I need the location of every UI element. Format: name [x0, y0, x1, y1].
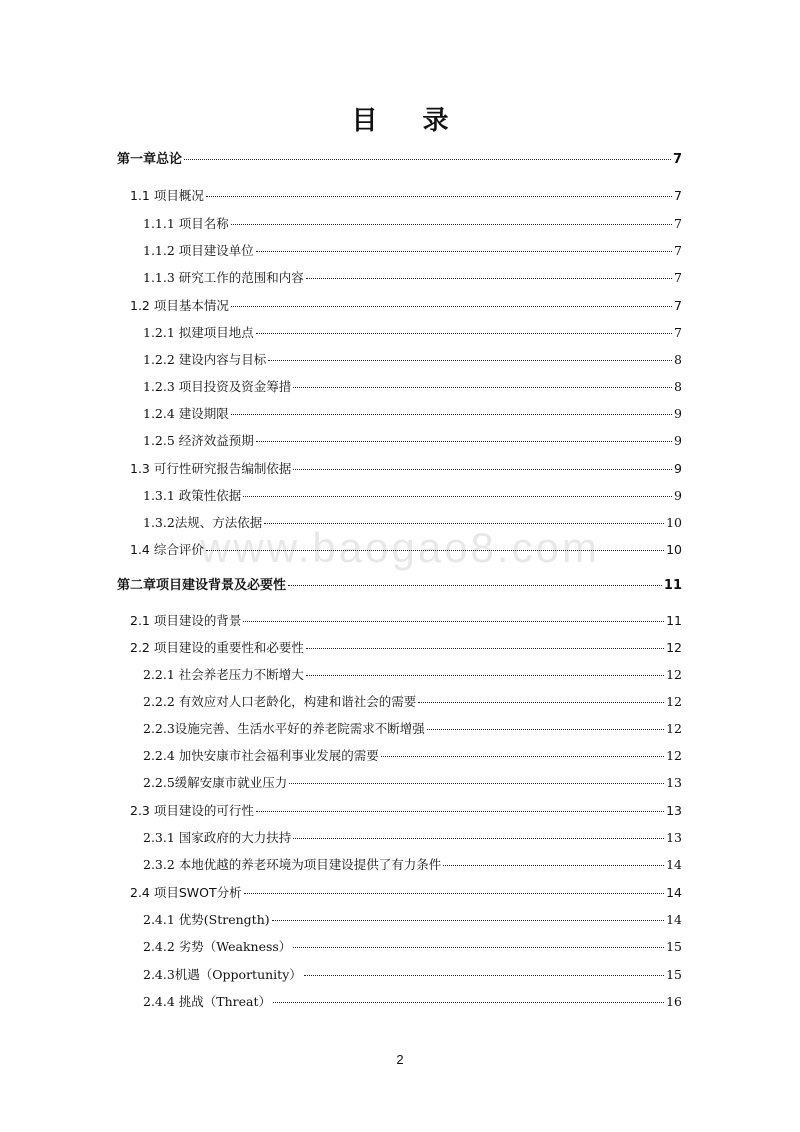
toc-subsection-entry[interactable] [143, 513, 682, 533]
toc-section-entry[interactable] [130, 540, 682, 560]
toc-entry-page: 9 [674, 406, 682, 421]
toc-entry-title: 2.4.1 优势(Strength) [143, 912, 270, 927]
toc-entry-page: 10 [666, 542, 682, 557]
toc-entry-title: 1.1.3 研究工作的范围和内容 [143, 270, 304, 285]
toc-entry-title: 2.4 项目SWOT分析 [130, 885, 242, 900]
toc-entry-page: 7 [674, 188, 682, 203]
toc-entry-title: 1.2.1 拟建项目地点 [143, 325, 254, 340]
toc-section-entry[interactable] [130, 186, 682, 206]
dot-leader [304, 975, 664, 976]
toc-entry-page: 12 [666, 667, 682, 682]
toc-entry-title: 1.3.2法规、方法依据 [143, 515, 263, 530]
dot-leader [289, 783, 664, 784]
dot-leader [268, 360, 672, 361]
dot-leader [184, 159, 671, 160]
toc-section-entry[interactable] [130, 296, 682, 316]
dot-leader [244, 893, 664, 894]
toc-entry-title: 2.3 项目建设的可行性 [130, 803, 254, 818]
dot-leader [231, 414, 672, 415]
dot-leader [306, 648, 664, 649]
dot-leader [206, 550, 664, 551]
toc-subsection-entry[interactable] [143, 746, 682, 766]
toc-chapter-entry[interactable] [117, 576, 682, 596]
toc-title: 目 录 [351, 106, 467, 136]
toc-entry-title: 2.3.1 国家政府的大力扶持 [143, 830, 292, 845]
toc-entry-page: 12 [666, 640, 682, 655]
toc-entry-title: 2.4.4 挑战（Threat） [143, 994, 272, 1009]
toc-entry-title: 2.2.2 有效应对人口老龄化，构建和谐社会的需要 [143, 694, 417, 709]
toc-entry-page: 9 [674, 461, 682, 476]
toc-subsection-entry[interactable] [143, 431, 682, 451]
watermark: www.baogao8.com [200, 524, 600, 571]
toc-subsection-entry[interactable] [143, 268, 682, 288]
dot-leader [306, 675, 664, 676]
toc-entry-page: 8 [674, 379, 682, 394]
toc-section-entry[interactable] [130, 459, 682, 479]
toc-entry-page: 16 [666, 994, 682, 1009]
dot-leader [273, 1002, 664, 1003]
toc-subsection-entry[interactable] [143, 214, 682, 234]
toc-entry-page: 9 [674, 488, 682, 503]
toc-entry-title: 2.4.3机遇（Opportunity） [143, 967, 302, 982]
dot-leader [256, 811, 664, 812]
toc-entry-page: 15 [666, 967, 682, 982]
toc-entry-page: 12 [666, 694, 682, 709]
dot-leader [443, 865, 664, 866]
toc-subsection-entry[interactable] [143, 937, 682, 957]
dot-leader [264, 523, 664, 524]
toc-entry-title: 1.1 项目概况 [130, 188, 204, 203]
toc-entry-title: 1.2.2 建设内容与目标 [143, 352, 267, 367]
dot-leader [293, 469, 672, 470]
toc-subsection-entry[interactable] [143, 404, 682, 424]
toc-entry-title: 2.3.2 本地优越的养老环境为项目建设提供了有力条件 [143, 857, 442, 872]
toc-subsection-entry[interactable] [143, 965, 682, 985]
toc-entry-page: 7 [674, 243, 682, 258]
dot-leader [256, 441, 672, 442]
toc-entry-page: 14 [666, 857, 682, 872]
toc-entry-page: 11 [663, 578, 682, 593]
dot-leader [293, 947, 664, 948]
toc-entry-title: 1.2 项目基本情况 [130, 298, 229, 313]
toc-entry-title: 2.2.4 加快安康市社会福利事业发展的需要 [143, 748, 379, 763]
dot-leader [418, 702, 664, 703]
toc-entry-page: 15 [666, 939, 682, 954]
dot-leader [306, 278, 672, 279]
toc-entry-title: 1.2.3 项目投资及资金筹措 [143, 379, 292, 394]
toc-entry-page: 7 [674, 270, 682, 285]
toc-entry-page: 11 [666, 613, 682, 628]
toc-subsection-entry[interactable] [143, 241, 682, 261]
toc-subsection-entry[interactable] [143, 828, 682, 848]
toc-entry-page: 13 [666, 830, 682, 845]
toc-entry-title: 2.2.3设施完善、生活水平好的养老院需求不断增强 [143, 721, 425, 736]
dot-leader [243, 496, 672, 497]
dot-leader [256, 251, 672, 252]
toc-entry-title: 1.3.1 政策性依据 [143, 488, 242, 503]
toc-entry-title: 第一章总论 [117, 152, 183, 167]
toc-subsection-entry[interactable] [143, 323, 682, 343]
toc-section-entry[interactable] [130, 611, 682, 631]
toc-section-entry[interactable] [130, 883, 682, 903]
toc-subsection-entry[interactable] [143, 855, 682, 875]
toc-entry-title: 1.3 可行性研究报告编制依据 [130, 461, 292, 476]
toc-entry-title: 1.2.5 经济效益预期 [143, 433, 254, 448]
toc-subsection-entry[interactable] [143, 486, 682, 506]
toc-entry-title: 2.2.1 社会养老压力不断增大 [143, 667, 304, 682]
toc-subsection-entry[interactable] [143, 665, 682, 685]
toc-entry-page: 10 [666, 515, 682, 530]
toc-subsection-entry[interactable] [143, 692, 682, 712]
toc-entry-title: 1.1.2 项目建设单位 [143, 243, 254, 258]
toc-entry-title: 2.2 项目建设的重要性和必要性 [130, 640, 304, 655]
dot-leader [293, 387, 672, 388]
toc-entry-title: 1.4 综合评价 [130, 542, 204, 557]
toc-entry-page: 12 [666, 721, 682, 736]
toc-entry-page: 12 [666, 748, 682, 763]
toc-entry-page: 13 [666, 775, 682, 790]
toc-entry-title: 1.2.4 建设期限 [143, 406, 229, 421]
toc-subsection-entry[interactable] [143, 350, 682, 370]
dot-leader [427, 729, 664, 730]
toc-subsection-entry[interactable] [143, 910, 682, 930]
toc-entry-page: 13 [666, 803, 682, 818]
toc-section-entry[interactable] [130, 801, 682, 821]
toc-entry-page: 7 [674, 298, 682, 313]
toc-entry-page: 9 [674, 433, 682, 448]
dot-leader [231, 306, 672, 307]
toc-subsection-entry[interactable] [143, 377, 682, 397]
dot-leader [206, 196, 672, 197]
toc-section-entry[interactable] [130, 638, 682, 658]
toc-entry-title: 2.1 项目建设的背景 [130, 613, 242, 628]
dot-leader [231, 224, 672, 225]
toc-entry-title: 2.4.2 劣势（Weakness） [143, 939, 292, 954]
page-number: 2 [396, 1052, 404, 1067]
toc-entry-page: 14 [666, 912, 682, 927]
toc-entry-page: 7 [672, 152, 682, 167]
toc-subsection-entry[interactable] [143, 719, 682, 739]
toc-subsection-entry[interactable] [143, 773, 682, 793]
toc-subsection-entry[interactable] [143, 992, 682, 1012]
toc-entry-title: 第二章项目建设背景及必要性 [117, 578, 287, 593]
toc-entry-page: 14 [666, 885, 682, 900]
toc-entry-page: 7 [674, 325, 682, 340]
dot-leader [381, 756, 664, 757]
dot-leader [256, 333, 672, 334]
toc-entry-page: 8 [674, 352, 682, 367]
toc-entry-page: 7 [674, 216, 682, 231]
dot-leader [272, 920, 664, 921]
dot-leader [293, 838, 664, 839]
toc-chapter-entry[interactable] [117, 150, 682, 170]
toc-entry-title: 1.1.1 项目名称 [143, 216, 229, 231]
toc-entry-title: 2.2.5缓解安康市就业压力 [143, 775, 288, 790]
dot-leader [288, 585, 662, 586]
dot-leader [243, 621, 664, 622]
